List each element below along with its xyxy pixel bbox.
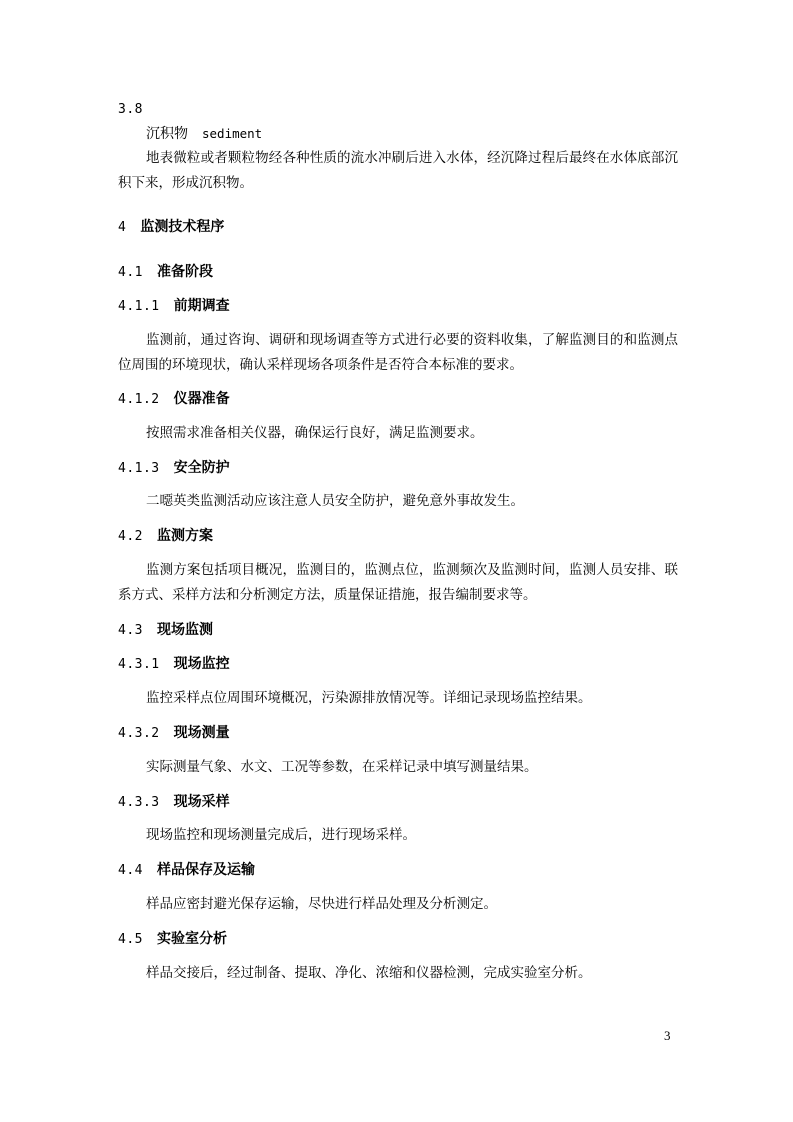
section-number: 4.3.3 (118, 795, 160, 810)
section-4-1-3-heading (118, 458, 678, 479)
section-4-3-heading (118, 620, 678, 641)
section-title: 监测方案 (156, 528, 213, 544)
section-4-1-heading (118, 262, 678, 283)
section-number: 4.4 (118, 863, 143, 878)
paragraph: 实际测量气象、水文、工况等参数，在采样记录中填写测量结果。 (146, 759, 538, 775)
section-4-3-3-heading (118, 792, 678, 813)
section-title: 现场监控 (173, 656, 230, 672)
section-number: 4.3 (118, 623, 143, 638)
term-definition: 地表微粒或者颗粒物经各种性质的流水冲刷后进入水体，经沉降过程后最终在水体底部沉积下来，形成沉积物。 (118, 150, 678, 191)
section-4-heading (118, 217, 678, 238)
section-4-1-2-heading (118, 389, 678, 410)
section-number: 4.1 (118, 265, 143, 280)
clause-3-8-heading (118, 99, 678, 120)
section-title: 样品保存及运输 (156, 862, 255, 878)
paragraph: 样品应密封避光保存运输，尽快进行样品处理及分析测定。 (146, 896, 497, 912)
section-title: 监测技术程序 (140, 219, 225, 235)
section-4-5-heading (118, 929, 678, 950)
section-number: 4.1.1 (118, 299, 160, 314)
section-title: 准备阶段 (156, 264, 213, 280)
section-4-4-heading (118, 860, 678, 881)
section-4-2-heading (118, 526, 678, 547)
section-number: 4.1.3 (118, 461, 160, 476)
clause-number: 3.8 (118, 102, 143, 117)
paragraph: 样品交接后，经过制备、提取、净化、浓缩和仪器检测，完成实验室分析。 (146, 965, 592, 981)
section-4-3-1-heading (118, 654, 678, 675)
section-number: 4.3.2 (118, 726, 160, 741)
page-number: 3 (664, 1028, 671, 1043)
section-title: 实验室分析 (156, 931, 227, 947)
section-title: 现场监测 (156, 622, 213, 638)
section-title: 安全防护 (173, 460, 230, 476)
section-4-3-2-heading (118, 723, 678, 744)
section-title: 现场采样 (173, 794, 230, 810)
paragraph: 按照需求准备相关仪器，确保运行良好，满足监测要求。 (146, 425, 484, 441)
paragraph: 监测前，通过咨询、调研和现场调查等方式进行必要的资料收集，了解监测目的和监测点位周围的环境现状，确认采样现场各项条件是否符合本标准的要求。 (118, 332, 678, 373)
section-title: 仪器准备 (173, 391, 230, 407)
section-number: 4 (118, 220, 127, 235)
section-title: 现场测量 (173, 725, 230, 741)
term-english: sediment (202, 126, 263, 141)
term-entry (118, 124, 706, 144)
section-number: 4.1.2 (118, 392, 160, 407)
paragraph: 现场监控和现场测量完成后，进行现场采样。 (146, 827, 416, 843)
section-title: 前期调查 (173, 298, 230, 314)
section-number: 4.2 (118, 529, 143, 544)
paragraph: 监控采样点位周围环境概况，污染源排放情况等。详细记录现场监控结果。 (146, 690, 592, 706)
paragraph: 二噁英类监测活动应该注意人员安全防护，避免意外事故发生。 (146, 493, 524, 509)
section-number: 4.3.1 (118, 657, 160, 672)
term-chinese: 沉积物 (146, 126, 188, 142)
section-number: 4.5 (118, 932, 143, 947)
paragraph: 监测方案包括项目概况，监测目的，监测点位，监测频次及监测时间，监测人员安排、联系方式、采样方法和分析测定方法，质量保证措施，报告编制要求等。 (118, 562, 678, 603)
section-4-1-1-heading (118, 296, 678, 317)
